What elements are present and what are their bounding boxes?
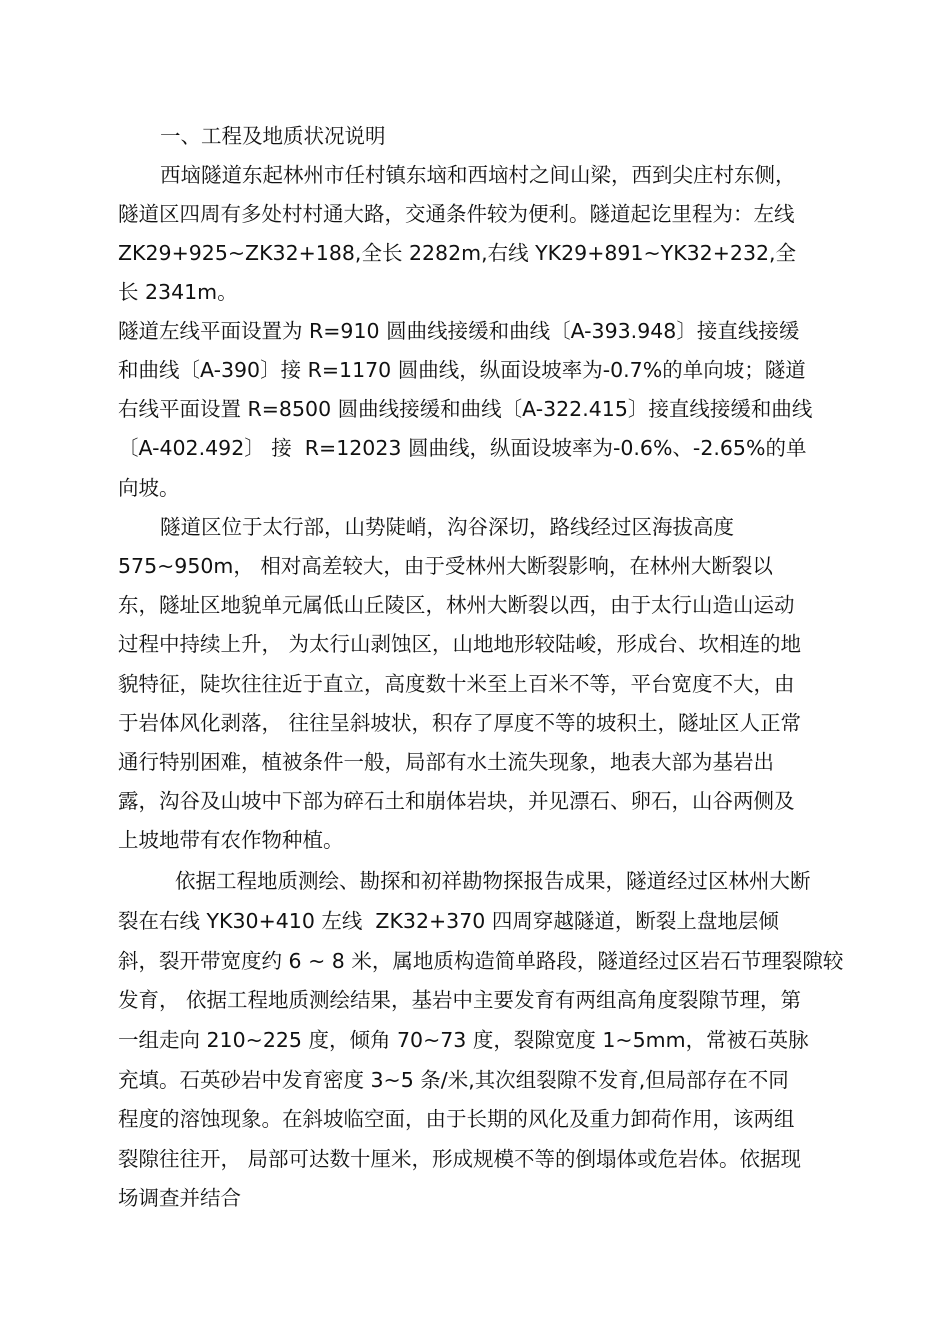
paragraph-line: 露，沟谷及山坡中下部为碎石土和崩体岩块，并见漂石、卵石，山谷两侧及 bbox=[118, 789, 795, 813]
paragraph-line: 场调查并结合 bbox=[118, 1186, 241, 1210]
paragraph-line: 裂隙往往开， 局部可达数十厘米，形成规模不等的倒塌体或危岩体。依据现 bbox=[118, 1147, 802, 1171]
paragraph-line: 长 2341m。 bbox=[118, 280, 238, 304]
paragraph-line: 过程中持续上升， 为太行山剥蚀区，山地地形较陆峻，形成台、坎相连的地 bbox=[118, 632, 802, 656]
section-heading: 一、工程及地质状况说明 bbox=[160, 124, 386, 148]
paragraph-line: 和曲线〔A-390〕接 R=1170 圆曲线，纵面设坡率为-0.7%的单向坡；隧道 bbox=[118, 358, 806, 382]
paragraph-line: 〔A-402.492〕 接 R=12023 圆曲线，纵面设坡率为-0.6%、-2.65%的单 bbox=[118, 436, 807, 460]
paragraph-line: 隧道区四周有多处村村通大路，交通条件较为便利。隧道起讫里程为：左线 bbox=[118, 202, 795, 226]
paragraph-line: 隧道区位于太行部，山势陡峭，沟谷深切，路线经过区海拔高度 bbox=[160, 515, 734, 539]
paragraph-line: 西垴隧道东起林州市任村镇东垴和西垴村之间山梁，西到尖庄村东侧， bbox=[160, 163, 796, 187]
paragraph-line: 向坡。 bbox=[118, 476, 180, 500]
paragraph-line: 通行特别困难，植被条件一般，局部有水土流失现象，地表大部为基岩出 bbox=[118, 750, 774, 774]
paragraph-line: 一组走向 210~225 度，倾角 70~73 度，裂隙宽度 1~5mm，常被石英脉 bbox=[118, 1028, 809, 1052]
paragraph-line: 上坡地带有农作物种植。 bbox=[118, 828, 344, 852]
paragraph-line: 575~950m， 相对高差较大，由于受林州大断裂影响，在林州大断裂以 bbox=[118, 554, 773, 578]
paragraph-line: 隧道左线平面设置为 R=910 圆曲线接缓和曲线〔A-393.948〕接直线接缓 bbox=[118, 319, 800, 343]
paragraph-line: 右线平面设置 R=8500 圆曲线接缓和曲线〔A-322.415〕接直线接缓和曲线 bbox=[118, 397, 813, 421]
paragraph-line: 依据工程地质测绘、勘探和初祥勘物探报告成果，隧道经过区林州大断 bbox=[175, 869, 811, 893]
paragraph-line: ZK29+925~ZK32+188,全长 2282m,右线 YK29+891~YK32+232,全 bbox=[118, 241, 797, 265]
paragraph-line: 裂在右线 YK30+410 左线 ZK32+370 四周穿越隧道，断裂上盘地层倾 bbox=[118, 909, 779, 933]
paragraph-line: 斜，裂开带宽度约 6 ~ 8 米，属地质构造简单路段，隧道经过区岩石节理裂隙较 bbox=[118, 949, 844, 973]
paragraph-line: 于岩体风化剥落， 往往呈斜坡状，积存了厚度不等的坡积土，隧址区人正常 bbox=[118, 711, 802, 735]
paragraph-line: 充填。石英砂岩中发育密度 3~5 条/米,其次组裂隙不发育,但局部存在不同 bbox=[118, 1068, 789, 1092]
paragraph-line: 东，隧址区地貌单元属低山丘陵区，林州大断裂以西，由于太行山造山运动 bbox=[118, 593, 795, 617]
paragraph-line: 程度的溶蚀现象。在斜坡临空面，由于长期的风化及重力卸荷作用，该两组 bbox=[118, 1107, 795, 1131]
paragraph-line: 貌特征，陡坎往往近于直立，高度数十米至上百米不等，平台宽度不大，由 bbox=[118, 672, 795, 696]
paragraph-line: 发育， 依据工程地质测绘结果，基岩中主要发育有两组高角度裂隙节理，第 bbox=[118, 988, 802, 1012]
